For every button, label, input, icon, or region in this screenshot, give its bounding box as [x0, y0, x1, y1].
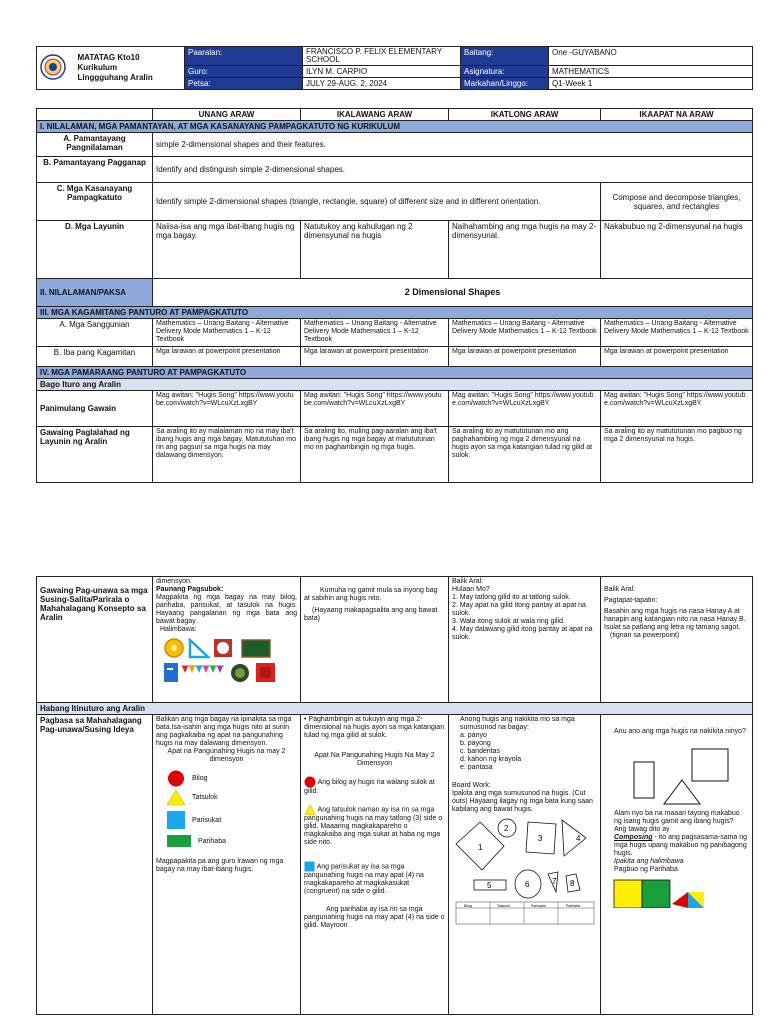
pagbasa-day2 — [301, 715, 449, 1015]
page-gap — [0, 524, 768, 576]
book-icon — [164, 663, 178, 682]
composing-definition — [614, 826, 749, 858]
objective-day3: Naihahambing ang mga hugis na may 2-dimensyunal. — [449, 221, 601, 279]
shape-item-parisukat — [166, 810, 297, 832]
pagbasa-day1 — [153, 715, 301, 1015]
banderitas-icon — [182, 666, 224, 673]
iba-day1: Mga larawan at powerpoint presentation — [153, 347, 301, 367]
quarter-label: Markahan/Linggo: — [461, 78, 549, 90]
program-title-line2: Kurikulum — [77, 63, 118, 72]
shape-label-bilog: Bilog — [191, 775, 208, 783]
iba-day2: Mga larawan at powerpoint presentation — [301, 347, 449, 367]
cutout-shape-3 — [526, 822, 556, 854]
object-item: e. pantasa — [460, 764, 493, 771]
iba-day3: Mga larawan at powerpoint presentation — [449, 347, 601, 367]
riddle-1: 1. May tatlong gilid ito at tatlong sulok. — [452, 594, 571, 601]
pag-unawa-day4 — [601, 577, 753, 703]
grade-label: Baitang: — [461, 47, 549, 66]
shape-item-parihaba — [166, 834, 297, 852]
pag-unawa-day1 — [153, 577, 301, 703]
cutout-shape-1 — [456, 822, 504, 870]
grade-value: One -GUYABANO — [549, 47, 753, 66]
halimbawa-label: Halimbawa: — [160, 626, 197, 633]
shape-label-tatsulok: Tatsulok — [191, 794, 218, 802]
column-header-row — [37, 109, 753, 121]
example-pictures — [162, 638, 297, 687]
cutout-shape-6 — [515, 870, 541, 898]
row-c-text-day4: Compose and decompose triangles, squares, and rectangles — [601, 183, 753, 221]
pagtapat-text: Basahin ang mga hugis na nasa Hanay A at hanapin ang katangian nito na nasa Hanay B. Isulat sa patlang ang letra ng tamang sagot. — [604, 608, 746, 631]
row-label-c: C. Mga Kasanayang Pampagkatuto — [37, 183, 153, 221]
sorting-table — [456, 902, 594, 924]
cutout-number-2: 2 — [504, 824, 509, 833]
pagbasa-day3 — [449, 715, 601, 1015]
blue-square-small-icon — [304, 861, 315, 872]
lesson-plan-table-page2 — [36, 576, 752, 1015]
paunang-pagsubok-text: Magpakita ng mga bagay na may bilog, parihaba, parisukat, at tasulok na hugis. Hayaang pangalanan ng mga bata ang bawat bagay. — [156, 594, 297, 625]
board-work-title: Board Work: — [452, 782, 491, 789]
red-triangle-piece — [672, 892, 688, 908]
shapes-figure — [608, 748, 748, 808]
parisukat-desc-text: Ang parisukat ay isa sa mga pangunahing hugis na may apat (4) na magkakapareho at magkakasukat (congruent) na side o gilid. — [304, 863, 424, 895]
row-label-gawain-layunin: Gawaing Paglalahad ng Layunin ng Aralin — [37, 427, 153, 483]
yellow-triangle-icon — [166, 789, 186, 806]
habang-itinuturo-title: Habang Itinuturo ang Aralin — [37, 703, 753, 715]
objective-day4: Nakabubuo ng 2-dimensyunal na hugis — [601, 221, 753, 279]
shape-label-parisukat: Parisukat — [191, 816, 222, 824]
riddle-3: 3. Wala itong sulok at wala ring gilid. — [452, 618, 565, 625]
lesson-plan-table — [36, 108, 752, 483]
cutout-number-7: 7 — [552, 877, 557, 886]
teacher-label: Guro: — [185, 66, 303, 78]
green-rectangle-icon — [166, 834, 192, 848]
layunin-day3: Sa araling ito ay matututunan mo ang paghahambing ng mga 2 dimensyunal na hugis ayon sa mga katangian tulad ng gilid at sulok. — [449, 427, 601, 483]
pagbuo-text: Pagbuo ng Parihaba — [614, 866, 678, 873]
row-a-text: simple 2-dimensional shapes and their features. — [153, 133, 753, 157]
row-label-iba: B. Iba pang Kagamitan — [37, 347, 153, 367]
school-label: Paaralan: — [185, 47, 303, 66]
carry-text: dimensyon. — [156, 578, 192, 585]
objective-day2: Natutukoy ang kahulugan ng 2 dimensyunal na hugis — [301, 221, 449, 279]
row-label-d: D. Mga Layunin — [37, 221, 153, 279]
row-label-pag-unawa — [37, 577, 153, 703]
cutout-shape-2 — [498, 819, 516, 837]
red-circle-small-icon — [304, 776, 316, 788]
composing-term: Composing — [614, 834, 653, 841]
cutout-number-3: 3 — [538, 834, 543, 843]
row-label-b: B. Pamantayang Pagganap — [37, 157, 153, 183]
coin-icon — [231, 664, 249, 682]
board-work-figure — [452, 810, 598, 926]
teacher-value: ILYN M. CARPIO — [303, 66, 461, 78]
balik-aral-title-4: Balik Aral: — [604, 586, 636, 593]
hayaang-text: (Hayaang makapagsalita ang ang bawat bata) — [304, 607, 438, 622]
composing-text: - ito ang pagsasama-sama ng mga hugis upang makabuo ng panibagong hugis. — [614, 834, 748, 857]
program-title-line3: Linggguhang Aralin — [77, 73, 153, 82]
panimula-day4: Mag awitan: "Hugis Song" https://www.youtube.com/watch?v=WLcuXzLxgBY — [601, 391, 753, 427]
col-day4: IKAAPAT NA ARAW — [601, 109, 753, 121]
sorting-col-parihaba: Parihaba — [566, 904, 581, 908]
cutout-shape-7 — [548, 872, 558, 892]
section-4-title: IV. MGA PAMARAANG PANTURO AT PAMPAGKATUTO — [37, 367, 753, 379]
yellow-square-piece — [614, 880, 642, 908]
outline-square-shape — [692, 749, 728, 781]
parihaba-desc-text: Ang parihaba ay isa rin sa mga pangunahing hugis na may apat (4) na side o gilid. Mayroon — [304, 906, 445, 929]
objective-day1: Naiisa-isa ang mga ibat-ibang hugis ng mga bagay. — [153, 221, 301, 279]
bilog-desc-text: Ang bilog ay hugis na walang sulok at gilid. — [304, 778, 435, 795]
col-day3: IKATLONG ARAW — [449, 109, 601, 121]
tignan-note: (tignan sa powerpoint) — [610, 632, 680, 639]
hulaan-mo: Hulaan Mo? — [452, 586, 490, 593]
row-label-panimula: Panimulang Gawain — [37, 391, 153, 427]
sorting-col-tatsulok: Tatsulok — [497, 904, 510, 908]
iba-day4: Mga larawan at powerpoint presentation — [601, 347, 753, 367]
pag-unawa-label-text: Gawaing Pag-unawa sa mga Susing-Salita/Parirala o Mahahalagang Konsepto sa Aralin — [40, 586, 148, 622]
deped-logo — [37, 47, 75, 90]
alam-nyo-text: Alam nyo ba na maaari tayong makabuo ng isang hugis gamit ang ibang hugis? — [614, 810, 740, 825]
school-value: FRANCISCO P. FELIX ELEMENTARY SCHOOL — [303, 47, 461, 66]
bilog-desc — [304, 776, 445, 796]
sanggunian-day4: Mathematics – Unang Baitang - Alternative Delivery Mode Mathematics 1 – K-12 Textbook — [601, 319, 753, 347]
shape-label-parihaba: Parihaba — [197, 837, 226, 845]
balik-aral-title-3: Balik Aral: — [452, 578, 484, 585]
balikan-text: Balikan ang mga bagay na ipinakita sa mga bata.Isa-isahin ang mga hugis nito at suriin ang pagkakaiba ng apat na pangunahing hugis na may dalawang dimensyon. — [156, 716, 292, 747]
green-square-piece — [642, 880, 670, 908]
section-1-title: I. NILALAMAN, MGA PAMANTAYAN, AT MGA KASANAYANG PAMPAGKATUTO NG KURIKULUM — [37, 121, 753, 133]
bago-ituro-title: Bago Ituro ang Aralin — [37, 379, 753, 391]
riddle-2: 2. May apat na gilid itong pantay at apat na sulok. — [452, 602, 586, 617]
cutout-shape-8 — [566, 874, 580, 892]
chalkboard-icon — [242, 640, 270, 657]
blue-square-icon — [166, 810, 186, 830]
sorting-col-parisukat: Parisukat — [531, 904, 546, 908]
row-c-text: Identify simple 2-dimensional shapes (triangle, rectangle, square) of different size and in different orientation. — [153, 183, 601, 221]
program-title-line1: MATATAG Kto10 — [77, 53, 140, 62]
row-label-a: A. Pamantayang Pangnilalaman — [37, 133, 153, 157]
layunin-day2: Sa araling ito, muling pag-aaralan ang iba't ibang hugis ng mga bagay at matututunan mo rin paghambingin ng mga hugis. — [301, 427, 449, 483]
program-title — [75, 47, 185, 90]
clock-icon — [214, 639, 232, 657]
col-day1: UNANG ARAW — [153, 109, 301, 121]
object-item: c. banderitas — [460, 748, 501, 755]
riddle-4: 4. May dalawang gilid itong pantay at apat na sulok. — [452, 626, 593, 641]
cutout-number-5: 5 — [487, 881, 492, 890]
board-work-text: Ipakita ang mga sumusunod na hugis. (Cut outs) Hayaang ilagay ng mga bata kung saan kabilang ang bawat hugis. — [452, 790, 593, 813]
cutout-number-4: 4 — [576, 834, 581, 843]
tatsulok-desc — [304, 804, 445, 847]
pag-unawa-day3 — [449, 577, 601, 703]
kumuha-text: Kumuha ng gamit mula sa inyong bag at sabihin ang hugis nito. — [304, 587, 438, 602]
topic-title: 2 Dimensional Shapes — [153, 279, 753, 307]
date-value: JULY 29-AUG. 2, 2024 — [303, 78, 461, 90]
cutout-number-6: 6 — [525, 880, 530, 889]
sanggunian-day3: Mathematics – Unang Baitang - Alternative Delivery Mode Mathematics 1 – K-12 Textbook — [449, 319, 601, 347]
layunin-day4: Sa araling ito ay matututunan mo pagbuo ng mga 2 dimensyunal na hugis. — [601, 427, 753, 483]
pag-unawa-day2 — [301, 577, 449, 703]
header-block — [36, 46, 752, 90]
subject-value: MATHEMATICS — [549, 66, 753, 78]
panimula-day3: Mag awitan: "Hugis Song" https://www.youtube.com/watch?v=WLcuXzLxgBY — [449, 391, 601, 427]
shape-item-tatsulok — [166, 789, 297, 808]
tatsulok-desc-text: Ang tatsulok naman ay isa rin sa mga pangunahing hugis na may tatlong (3) side o gilid. Maaaring magkakapareho o magkakaiba ang mga sukat at haba ng mga side nito. — [304, 806, 443, 846]
yellow-triangle-small-icon — [304, 804, 316, 815]
paghambingin-text: • Paghambingin at tukuyin ang mga 2-dimensional na hugis ayon sa mga katangian tulad ng mga gilid at sulok. — [304, 716, 445, 739]
col-day2: IKALAWANG ARAW — [301, 109, 449, 121]
panimula-day1: Mag awitan: "Hugis Song" https://www.youtube.com/watch?v=WLcuXzLxgBY — [153, 391, 301, 427]
date-label: Petsa: — [185, 78, 303, 90]
object-item: a. panyo — [460, 732, 487, 739]
anu-ano-question: Anu ano ang mga hugis na nakikita ninyo? — [614, 728, 746, 735]
outline-rectangle-shape — [634, 762, 654, 798]
magpapakita-text: Magpapakita pa ang guro lrawan ng mga bagay na may ibat-ibang hugis. — [156, 858, 284, 873]
quarter-value: Q1-Week 1 — [549, 78, 753, 90]
object-list — [460, 732, 597, 772]
tawag-text: Ang tawag dito ay — [614, 826, 670, 833]
cutout-number-1: 1 — [478, 843, 483, 852]
pagbasa-day4 — [601, 715, 753, 1015]
orange-slice-icon — [165, 639, 183, 657]
section-2-title: II. NILALAMAN/PAKSA — [37, 279, 153, 307]
subject-label: Asignatura: — [461, 66, 549, 78]
parisukat-desc — [304, 861, 445, 896]
cutout-shape-4 — [562, 820, 586, 856]
cutout-shape-5 — [474, 880, 506, 890]
section-3-title: III. MGA KAGAMITANG PANTURO AT PAMPAGKATUTO — [37, 307, 753, 319]
layunin-day1: Sa araling ito ay malalaman mo na may iba't ibang hugis ang mga bagay. Matututuhan mo rin ang pagsuri sa mga hugis na may dalawang dimensyon. — [153, 427, 301, 483]
cutout-number-8: 8 — [570, 879, 575, 888]
anong-hugis-question: Anong hugis ang nakikita mo sa mga sumusunod na bagay: — [460, 716, 575, 731]
shape-item-bilog — [166, 770, 297, 787]
row-label-sanggunian: A. Mga Sanggunian — [37, 319, 153, 347]
row-label-pagbasa: Pagbasa sa Mahahalagang Pag-unawa/Susing Ideya — [37, 715, 153, 1015]
pagtapat-title: Pagtapat-tapatin: — [604, 597, 658, 604]
sanggunian-day2: Mathematics – Unang Baitang - Alternative Delivery Mode Mathematics 1 – K-12 Textbook — [301, 319, 449, 347]
red-frame-icon — [256, 663, 275, 682]
apat-hugis-title-2: Apat Na Pangunahing Hugis Na May 2 Dimensyon — [314, 752, 435, 767]
sanggunian-day1: Mathematics – Unang Baitang - Alternative Delivery Mode Mathematics 1 – K-12 Textbook — [153, 319, 301, 347]
ipakita-text: Ipakita ang halimbawa — [614, 858, 684, 865]
object-item: b. payong — [460, 740, 491, 747]
sorting-col-bilog: Bilog — [464, 904, 472, 908]
outline-triangle-shape — [664, 780, 700, 804]
red-circle-icon — [166, 770, 186, 787]
set-square-icon — [190, 640, 208, 657]
row-b-text: Identify and distinguish simple 2-dimensional shapes. — [153, 157, 753, 183]
composing-figure — [612, 878, 752, 908]
panimula-day2: Mag awitan: "Hugis Song" https://www.youtube.com/watch?v=WLcuXzLxgBY — [301, 391, 449, 427]
apat-hugis-title: Apat na Pangunahing Hugis na may 2 dimensyon — [167, 748, 286, 763]
object-item: d. kahon ng krayola — [460, 756, 522, 763]
paunang-pagsubok-title: Paunang Pagsubok: — [156, 586, 224, 593]
